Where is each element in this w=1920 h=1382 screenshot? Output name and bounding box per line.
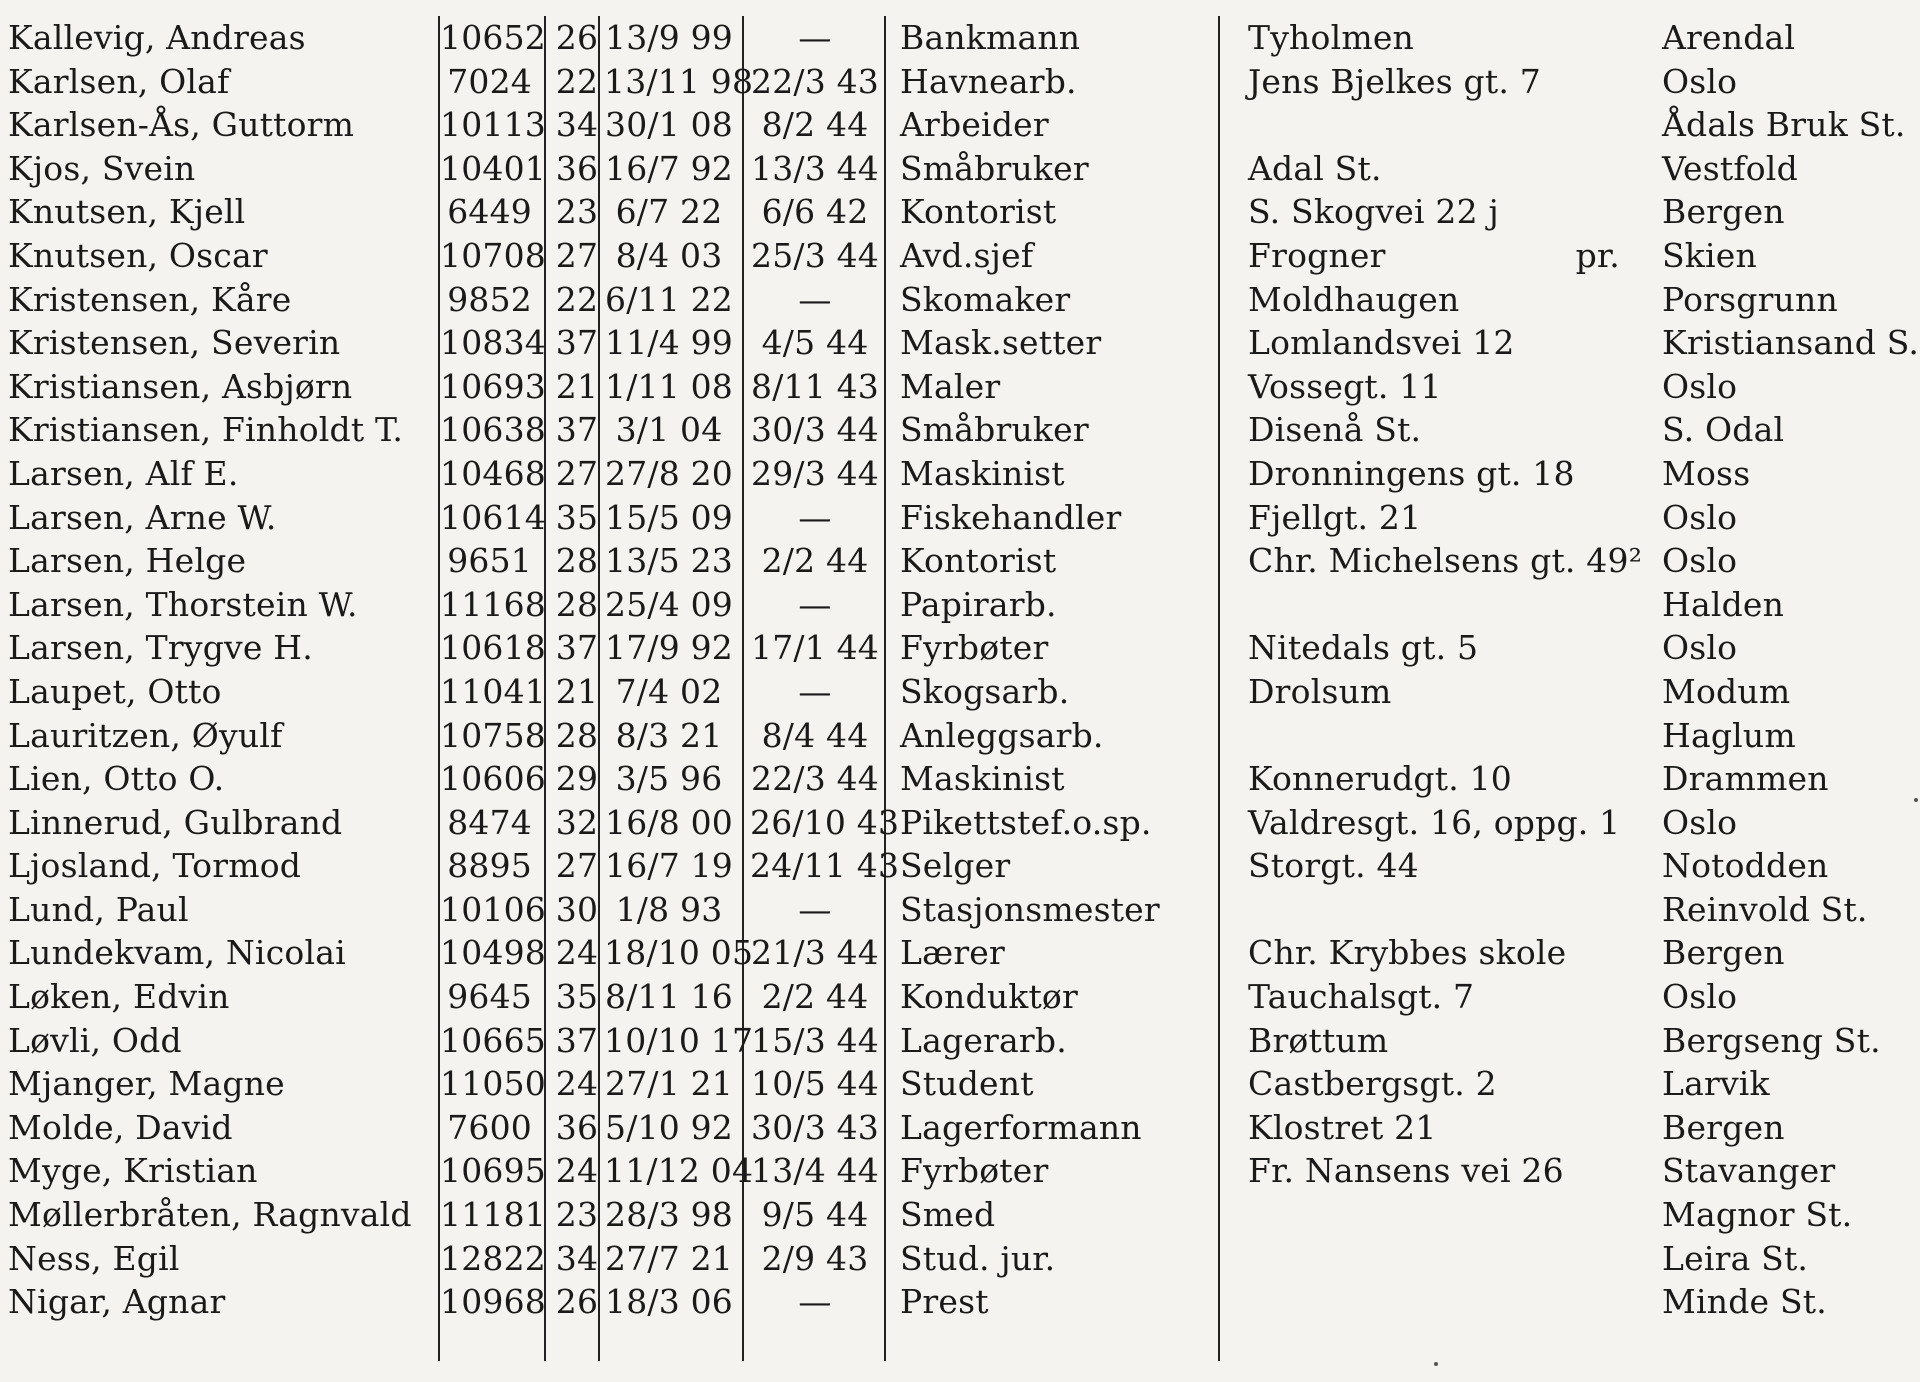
place-name: Drammen — [1662, 759, 1829, 799]
per-prefix — [1560, 1106, 1620, 1150]
person-name: Lauritzen, Øyulf — [8, 715, 283, 755]
birth-date: 27/1 21 — [605, 1064, 733, 1104]
birth-date: 16/7 92 — [605, 148, 733, 188]
birth-date: 16/8 00 — [605, 802, 733, 842]
registration-number: 10113 — [440, 105, 546, 145]
occupation: Anleggsarb. — [900, 715, 1104, 755]
table-row — [0, 583, 1920, 627]
registration-number: 10665 — [440, 1020, 546, 1060]
occupation: Mask.setter — [900, 323, 1102, 363]
occupation: Pikettstef.o.sp. — [900, 802, 1152, 842]
birth-date: 13/9 99 — [605, 18, 733, 57]
street-address: Chr. Michelsens gt. 49² — [1248, 541, 1643, 581]
registration-number: 10834 — [440, 323, 546, 363]
per-prefix — [1560, 147, 1620, 191]
second-date: 26/10 43 — [750, 802, 900, 842]
occupation: Småbruker — [900, 410, 1089, 450]
table-row — [0, 757, 1920, 801]
street-address: Konnerudgt. 10 — [1248, 759, 1512, 799]
occupation: Prest — [900, 1282, 989, 1322]
occupation: Skomaker — [900, 279, 1071, 319]
age-value: 28 — [555, 584, 599, 624]
street-address: Disenå St. — [1248, 410, 1422, 450]
per-prefix — [1560, 539, 1620, 583]
table-row — [0, 408, 1920, 452]
registration-number: 9651 — [447, 541, 532, 581]
occupation: Maskinist — [900, 453, 1065, 493]
person-name: Lien, Otto O. — [8, 759, 225, 799]
table-row — [0, 888, 1920, 932]
table-row — [0, 103, 1920, 147]
second-date: 30/3 44 — [751, 410, 879, 450]
person-name: Larsen, Trygve H. — [8, 628, 313, 668]
table-row — [0, 496, 1920, 540]
age-value: 37 — [555, 323, 599, 363]
second-date: 13/4 44 — [751, 1151, 879, 1191]
occupation: Kontorist — [900, 192, 1057, 232]
age-value: 27 — [555, 453, 599, 493]
registration-number: 6449 — [447, 192, 532, 232]
birth-date: 3/1 04 — [615, 410, 723, 450]
occupation: Fyrbøter — [900, 1151, 1049, 1191]
per-prefix — [1560, 844, 1620, 888]
per-prefix — [1560, 408, 1620, 452]
second-date: 8/2 44 — [761, 105, 869, 145]
occupation: Papirarb. — [900, 584, 1057, 624]
table-row — [0, 1019, 1920, 1063]
age-value: 28 — [555, 715, 599, 755]
registration-number: 10638 — [440, 410, 546, 450]
person-name: Kristiansen, Asbjørn — [8, 366, 353, 406]
second-date: — — [798, 279, 832, 319]
place-name: Bergen — [1662, 933, 1785, 973]
street-address: Lomlandsvei 12 — [1248, 323, 1515, 363]
per-prefix — [1560, 365, 1620, 409]
person-name: Kristensen, Kåre — [8, 279, 292, 319]
place-name: Oslo — [1662, 497, 1738, 537]
birth-date: 13/5 23 — [605, 541, 733, 581]
table-row — [0, 147, 1920, 191]
street-address: Fjellgt. 21 — [1248, 497, 1422, 537]
occupation: Konduktør — [900, 977, 1078, 1017]
occupation: Lagerformann — [900, 1107, 1142, 1147]
person-name: Møllerbråten, Ragnvald — [8, 1195, 412, 1235]
second-date: 24/11 43 — [750, 846, 900, 886]
register-table — [0, 16, 1920, 1324]
age-value: 26 — [555, 18, 599, 57]
person-name: Knutsen, Oscar — [8, 235, 268, 275]
per-prefix — [1560, 321, 1620, 365]
place-name: Ådals Bruk St. — [1662, 105, 1906, 145]
birth-date: 11/12 04 — [604, 1151, 754, 1191]
age-value: 36 — [555, 1107, 599, 1147]
registration-number: 10401 — [440, 148, 546, 188]
place-name: Bergen — [1662, 1107, 1785, 1147]
age-value: 36 — [555, 148, 599, 188]
second-date: 2/2 44 — [761, 541, 869, 581]
occupation: Selger — [900, 846, 1011, 886]
person-name: Molde, David — [8, 1107, 233, 1147]
table-row — [0, 190, 1920, 234]
place-name: Oslo — [1662, 366, 1738, 406]
birth-date: 1/8 93 — [615, 889, 723, 929]
registration-number: 11041 — [440, 671, 546, 711]
second-date: 6/6 42 — [761, 192, 869, 232]
birth-date: 3/5 96 — [615, 759, 723, 799]
registration-number: 8895 — [447, 846, 532, 886]
place-name: Leira St. — [1662, 1238, 1809, 1278]
second-date: 2/9 43 — [761, 1238, 869, 1278]
age-value: 37 — [555, 628, 599, 668]
birth-date: 8/3 21 — [615, 715, 723, 755]
person-name: Laupet, Otto — [8, 671, 222, 711]
second-date: 22/3 44 — [751, 759, 879, 799]
street-address: Dronningens gt. 18 — [1248, 453, 1575, 493]
place-name: Oslo — [1662, 628, 1738, 668]
birth-date: 7/4 02 — [615, 671, 723, 711]
per-prefix — [1560, 452, 1620, 496]
per-prefix — [1560, 801, 1620, 845]
place-name: Porsgrunn — [1662, 279, 1838, 319]
per-prefix — [1560, 1237, 1620, 1281]
registration-number: 10618 — [440, 628, 546, 668]
registration-number: 10968 — [440, 1282, 546, 1322]
occupation: Lærer — [900, 933, 1006, 973]
second-date: 8/11 43 — [751, 366, 879, 406]
occupation: Maler — [900, 366, 1001, 406]
street-address: Fr. Nansens vei 26 — [1248, 1151, 1564, 1191]
person-name: Lundekvam, Nicolai — [8, 933, 346, 973]
speck — [1434, 1362, 1438, 1366]
street-address: S. Skogvei 22 j — [1248, 192, 1499, 232]
register-rows — [0, 16, 1920, 1324]
person-name: Mjanger, Magne — [8, 1064, 285, 1104]
per-prefix — [1560, 757, 1620, 801]
street-address: Chr. Krybbes skole — [1248, 933, 1567, 973]
registration-number: 10695 — [440, 1151, 546, 1191]
second-date: 8/4 44 — [761, 715, 869, 755]
birth-date: 18/3 06 — [605, 1282, 733, 1322]
birth-date: 6/7 22 — [615, 192, 723, 232]
birth-date: 5/10 92 — [605, 1107, 733, 1147]
street-address: Brøttum — [1248, 1020, 1389, 1060]
registration-number: 10614 — [440, 497, 546, 537]
place-name: Minde St. — [1662, 1282, 1827, 1322]
per-prefix — [1560, 1062, 1620, 1106]
birth-date: 25/4 09 — [605, 584, 733, 624]
occupation: Fiskehandler — [900, 497, 1122, 537]
second-date: 4/5 44 — [761, 323, 869, 363]
registration-number: 10106 — [440, 889, 546, 929]
age-value: 34 — [555, 105, 599, 145]
registration-number: 11050 — [440, 1064, 546, 1104]
age-value: 22 — [555, 279, 599, 319]
street-address: Vossegt. 11 — [1248, 366, 1442, 406]
second-date: — — [798, 584, 832, 624]
birth-date: 27/8 20 — [605, 453, 733, 493]
age-value: 23 — [555, 192, 599, 232]
place-name: Bergseng St. — [1662, 1020, 1881, 1060]
second-date: 21/3 44 — [751, 933, 879, 973]
birth-date: 18/10 05 — [604, 933, 754, 973]
person-name: Larsen, Alf E. — [8, 453, 239, 493]
second-date: 29/3 44 — [751, 453, 879, 493]
per-prefix — [1560, 496, 1620, 540]
registration-number: 10758 — [440, 715, 546, 755]
place-name: Oslo — [1662, 802, 1738, 842]
birth-date: 28/3 98 — [605, 1195, 733, 1235]
table-row — [0, 234, 1920, 278]
occupation: Lagerarb. — [900, 1020, 1067, 1060]
place-name: Stavanger — [1662, 1151, 1836, 1191]
age-value: 30 — [555, 889, 599, 929]
second-date: 22/3 43 — [751, 61, 879, 101]
age-value: 37 — [555, 1020, 599, 1060]
person-name: Myge, Kristian — [8, 1151, 258, 1191]
occupation: Student — [900, 1064, 1034, 1104]
table-row — [0, 321, 1920, 365]
registration-number: 10708 — [440, 235, 546, 275]
registration-number: 7600 — [447, 1107, 532, 1147]
birth-date: 1/11 08 — [605, 366, 733, 406]
age-value: 35 — [555, 497, 599, 537]
second-date: — — [798, 889, 832, 929]
table-row — [0, 539, 1920, 583]
occupation: Avd.sjef — [900, 235, 1034, 275]
second-date: 25/3 44 — [751, 235, 879, 275]
age-value: 21 — [555, 366, 599, 406]
birth-date: 8/11 16 — [605, 977, 733, 1017]
age-value: 23 — [555, 1195, 599, 1235]
registration-number: 12822 — [440, 1238, 546, 1278]
registration-number: 10498 — [440, 933, 546, 973]
birth-date: 16/7 19 — [605, 846, 733, 886]
registration-number: 11181 — [440, 1195, 546, 1235]
birth-date: 27/7 21 — [605, 1238, 733, 1278]
birth-date: 13/11 98 — [604, 61, 754, 101]
per-prefix — [1560, 16, 1620, 60]
second-date: — — [798, 497, 832, 537]
person-name: Larsen, Arne W. — [8, 497, 277, 537]
table-row — [0, 60, 1920, 104]
street-address: Castbergsgt. 2 — [1248, 1064, 1497, 1104]
table-row — [0, 931, 1920, 975]
place-name: Oslo — [1662, 977, 1738, 1017]
place-name: Bergen — [1662, 192, 1785, 232]
table-row — [0, 1237, 1920, 1281]
birth-date: 30/1 08 — [605, 105, 733, 145]
place-name: Kristiansand S. — [1662, 323, 1920, 363]
street-address: Jens Bjelkes gt. 7 — [1248, 61, 1541, 101]
person-name: Karlsen, Olaf — [8, 61, 230, 101]
registration-number: 9645 — [447, 977, 532, 1017]
occupation: Stasjonsmester — [900, 889, 1160, 929]
person-name: Nigar, Agnar — [8, 1282, 226, 1322]
table-row — [0, 1193, 1920, 1237]
table-row — [0, 278, 1920, 322]
occupation: Arbeider — [900, 105, 1049, 145]
per-prefix — [1560, 103, 1620, 147]
person-name: Larsen, Thorstein W. — [8, 584, 358, 624]
registration-number: 11168 — [440, 584, 546, 624]
table-row — [0, 626, 1920, 670]
place-name: Notodden — [1662, 846, 1829, 886]
person-name: Ness, Egil — [8, 1238, 180, 1278]
occupation: Smed — [900, 1195, 996, 1235]
second-date: 30/3 43 — [751, 1107, 879, 1147]
person-name: Løvli, Odd — [8, 1020, 182, 1060]
person-name: Kristiansen, Finholdt T. — [8, 410, 404, 450]
second-date: 10/5 44 — [751, 1064, 879, 1104]
table-row — [0, 1280, 1920, 1324]
street-address: Valdresgt. 16, oppg. 1 — [1248, 802, 1621, 842]
place-name: Oslo — [1662, 61, 1738, 101]
place-name: Arendal — [1662, 18, 1796, 57]
second-date: 13/3 44 — [751, 148, 879, 188]
table-row — [0, 670, 1920, 714]
per-prefix — [1560, 583, 1620, 627]
person-name: Knutsen, Kjell — [8, 192, 246, 232]
table-row — [0, 1149, 1920, 1193]
place-name: Oslo — [1662, 541, 1738, 581]
age-value: 29 — [555, 759, 599, 799]
place-name: Reinvold St. — [1662, 889, 1868, 929]
street-address: Klostret 21 — [1248, 1107, 1437, 1147]
age-value: 32 — [555, 802, 599, 842]
per-prefix — [1560, 714, 1620, 758]
per-prefix — [1560, 60, 1620, 104]
registration-number: 8474 — [447, 802, 532, 842]
per-prefix — [1560, 1149, 1620, 1193]
street-address: Storgt. 44 — [1248, 846, 1419, 886]
second-date: — — [798, 671, 832, 711]
table-row — [0, 975, 1920, 1019]
age-value: 35 — [555, 977, 599, 1017]
street-address: Moldhaugen — [1248, 279, 1460, 319]
occupation: Småbruker — [900, 148, 1089, 188]
table-row — [0, 1062, 1920, 1106]
street-address: Nitedals gt. 5 — [1248, 628, 1479, 668]
second-date: — — [798, 1282, 832, 1322]
person-name: Kristensen, Severin — [8, 323, 341, 363]
table-row — [0, 714, 1920, 758]
place-name: Larvik — [1662, 1064, 1770, 1104]
place-name: S. Odal — [1662, 410, 1785, 450]
street-address: Frogner — [1248, 235, 1386, 275]
occupation: Bankmann — [900, 18, 1081, 57]
person-name: Løken, Edvin — [8, 977, 230, 1017]
registration-number: 10693 — [440, 366, 546, 406]
per-prefix — [1560, 931, 1620, 975]
birth-date: 11/4 99 — [605, 323, 733, 363]
person-name: Linnerud, Gulbrand — [8, 802, 343, 842]
per-prefix — [1560, 1280, 1620, 1324]
person-name: Lund, Paul — [8, 889, 189, 929]
table-row — [0, 365, 1920, 409]
per-prefix — [1560, 1193, 1620, 1237]
birth-date: 6/11 22 — [605, 279, 733, 319]
age-value: 21 — [555, 671, 599, 711]
birth-date: 15/5 09 — [605, 497, 733, 537]
birth-date: 10/10 17 — [604, 1020, 754, 1060]
per-prefix — [1560, 278, 1620, 322]
street-address: Adal St. — [1248, 148, 1382, 188]
age-value: 24 — [555, 933, 599, 973]
occupation: Skogsarb. — [900, 671, 1070, 711]
registration-number: 7024 — [447, 61, 532, 101]
age-value: 22 — [555, 61, 599, 101]
occupation: Fyrbøter — [900, 628, 1049, 668]
per-prefix — [1560, 670, 1620, 714]
street-address: Drolsum — [1248, 671, 1392, 711]
occupation: Stud. jur. — [900, 1238, 1056, 1278]
registration-number: 10606 — [440, 759, 546, 799]
second-date: 9/5 44 — [761, 1195, 869, 1235]
second-date: 2/2 44 — [761, 977, 869, 1017]
table-row — [0, 844, 1920, 888]
age-value: 34 — [555, 1238, 599, 1278]
place-name: Magnor St. — [1662, 1195, 1853, 1235]
street-address: Tyholmen — [1248, 18, 1415, 57]
age-value: 27 — [555, 846, 599, 886]
birth-date: 8/4 03 — [615, 235, 723, 275]
occupation: Havnearb. — [900, 61, 1077, 101]
table-row — [0, 801, 1920, 845]
street-address: Tauchalsgt. 7 — [1248, 977, 1475, 1017]
place-name: Skien — [1662, 235, 1757, 275]
age-value: 27 — [555, 235, 599, 275]
per-prefix — [1560, 190, 1620, 234]
person-name: Kallevig, Andreas — [8, 18, 306, 57]
place-name: Haglum — [1662, 715, 1796, 755]
age-value: 24 — [555, 1064, 599, 1104]
occupation: Kontorist — [900, 541, 1057, 581]
age-value: 37 — [555, 410, 599, 450]
place-name: Vestfold — [1662, 148, 1798, 188]
second-date: — — [798, 18, 832, 57]
registration-number: 10468 — [440, 453, 546, 493]
per-prefix: pr. — [1575, 235, 1620, 275]
table-row — [0, 16, 1920, 60]
table-row — [0, 452, 1920, 496]
person-name: Larsen, Helge — [8, 541, 247, 581]
age-value: 28 — [555, 541, 599, 581]
per-prefix — [1560, 888, 1620, 932]
second-date: 17/1 44 — [751, 628, 879, 668]
person-name: Kjos, Svein — [8, 148, 196, 188]
birth-date: 17/9 92 — [605, 628, 733, 668]
table-row — [0, 1106, 1920, 1150]
place-name: Halden — [1662, 584, 1785, 624]
registration-number: 9852 — [447, 279, 532, 319]
registration-number: 10652 — [440, 18, 546, 57]
occupation: Maskinist — [900, 759, 1065, 799]
per-prefix — [1560, 626, 1620, 670]
place-name: Modum — [1662, 671, 1791, 711]
second-date: 15/3 44 — [751, 1020, 879, 1060]
person-name: Ljosland, Tormod — [8, 846, 302, 886]
age-value: 26 — [555, 1282, 599, 1322]
per-prefix — [1560, 1019, 1620, 1063]
person-name: Karlsen-Ås, Guttorm — [8, 105, 355, 145]
place-name: Moss — [1662, 453, 1751, 493]
age-value: 24 — [555, 1151, 599, 1191]
per-prefix — [1560, 975, 1620, 1019]
